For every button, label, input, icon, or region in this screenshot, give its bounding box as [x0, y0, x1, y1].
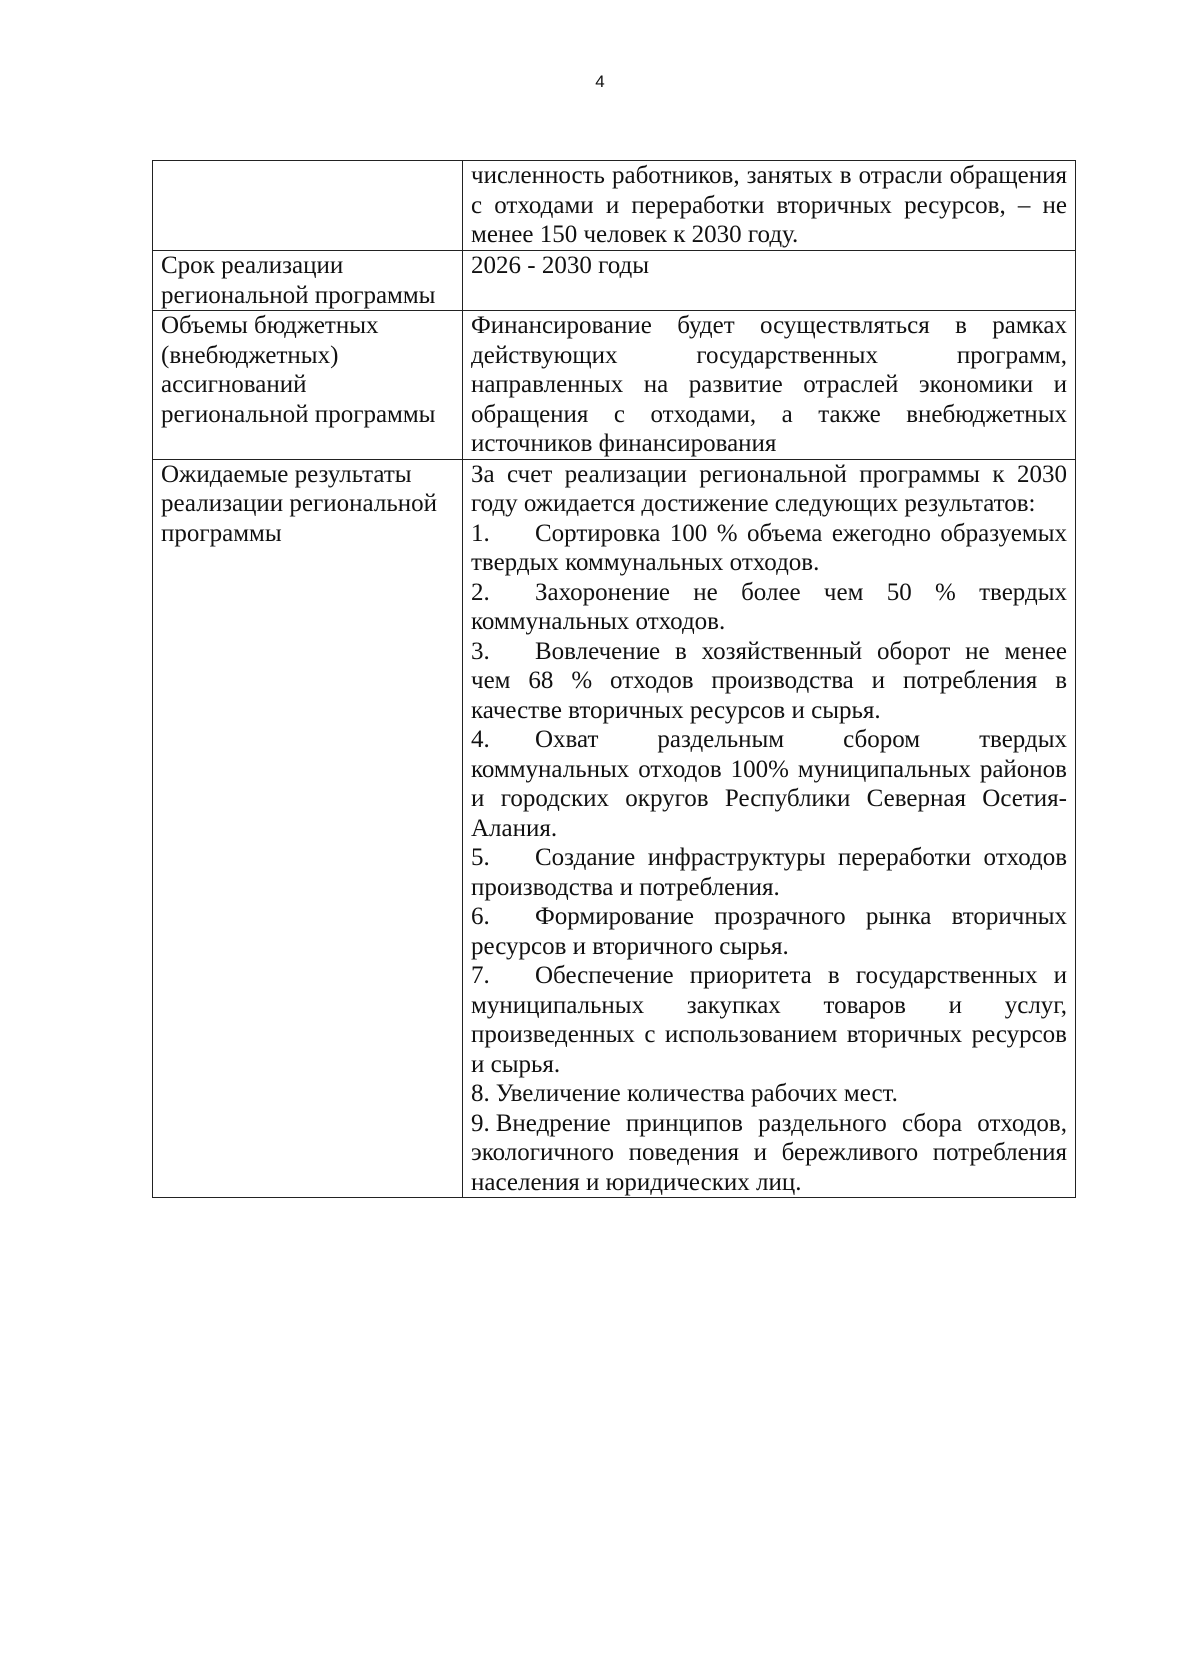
row-value-results	[463, 459, 1076, 1198]
result-number: 9.	[471, 1109, 490, 1137]
result-text: Создание инфраструктуры переработки отходов производства и потребления.	[471, 844, 1067, 901]
result-number: 7.	[471, 962, 490, 989]
row-label-results: Ожидаемые результаты реализации региональной программы	[153, 459, 463, 1198]
table-row	[153, 251, 1076, 311]
result-item-7	[471, 961, 1067, 1079]
row-value-period: 2026 - 2030 годы	[463, 251, 1076, 311]
result-item-9	[471, 1109, 1067, 1198]
result-item-8	[471, 1079, 1067, 1109]
result-text: Обеспечение приоритета в государственных и муниципальных закупках товаров и услуг, произведенных с использованием вторичных ресурсов и сырья.	[471, 962, 1067, 1078]
result-text: Внедрение принципов раздельного сбора отходов, экологичного поведения и бережливого потребления населения и юридических лиц.	[471, 1109, 1067, 1196]
result-number: 3.	[471, 637, 490, 665]
row-label-empty	[153, 161, 463, 251]
table-row	[153, 459, 1076, 1198]
row-label-period: Срок реализации региональной программы	[153, 251, 463, 311]
row-label-funding: Объемы бюджетных (внебюджетных) ассигнований региональной программы	[153, 311, 463, 460]
result-item-6	[471, 902, 1067, 961]
result-number: 1.	[471, 519, 490, 547]
row-value-funding: Финансирование будет осуществляться в рамках действующих государственных программ, направленных на развитие отраслей экономики и обращения с отходами, а также внебюджетных источников финансирования	[463, 311, 1076, 460]
result-number: 5.	[471, 844, 490, 871]
result-item-1	[471, 519, 1067, 578]
result-number: 4.	[471, 726, 490, 753]
table-row	[153, 311, 1076, 460]
result-text: Охват раздельным сбором твердых коммунальных отходов 100% муниципальных районов и городских округов Республики Северная Осетия-Алания.	[471, 726, 1067, 842]
table-row	[153, 161, 1076, 251]
result-item-4	[471, 725, 1067, 843]
result-item-2	[471, 578, 1067, 637]
result-text: Формирование прозрачного рынка вторичных ресурсов и вторичного сырья.	[471, 903, 1067, 960]
program-passport-table	[152, 160, 1076, 1198]
result-text: Вовлечение в хозяйственный оборот не менее чем 68 % отходов производства и потребления в качестве вторичных ресурсов и сырья.	[471, 637, 1067, 724]
page-number: 4	[595, 72, 605, 91]
result-item-3	[471, 637, 1067, 726]
result-text: Захоронение не более чем 50 % твердых коммунальных отходов.	[471, 578, 1067, 635]
result-number: 8.	[471, 1080, 490, 1107]
result-number: 2.	[471, 578, 490, 606]
result-item-5	[471, 843, 1067, 902]
result-number: 6.	[471, 903, 490, 930]
result-text: Увеличение количества рабочих мест.	[495, 1080, 898, 1107]
results-intro: За счет реализации региональной программы к 2030 году ожидается достижение следующих результатов:	[471, 460, 1067, 517]
row-value-employment: численность работников, занятых в отрасли обращения с отходами и переработки вторичных ресурсов, – не менее 150 человек к 2030 году.	[463, 161, 1076, 251]
result-text: Сортировка 100 % объема ежегодно образуемых твердых коммунальных отходов.	[471, 519, 1067, 576]
